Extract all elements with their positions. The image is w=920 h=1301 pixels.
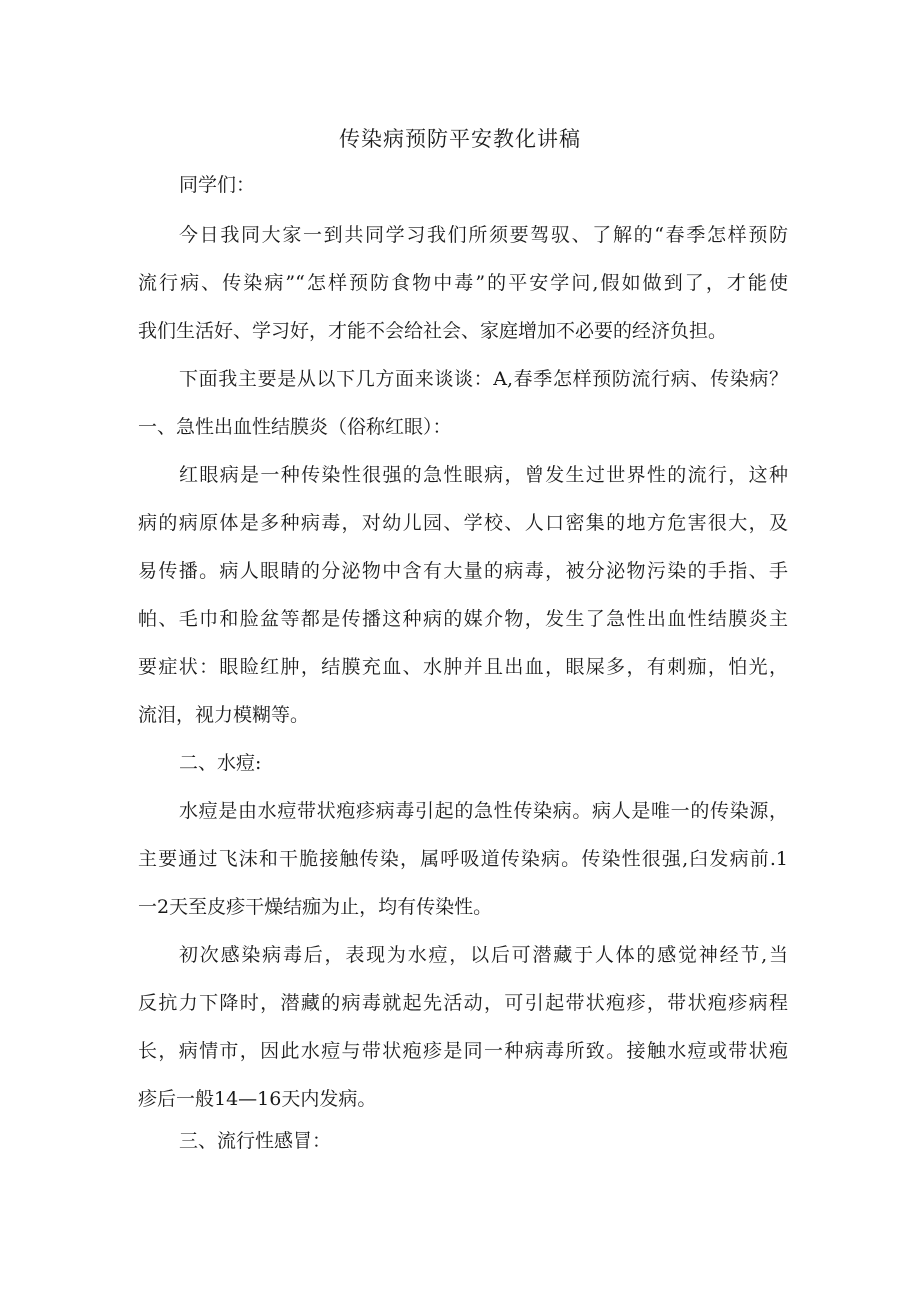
greeting: 同学们： <box>179 174 256 196</box>
paragraph-line: 一2天至皮疹干燥结痂为止，均有传染性。 <box>138 896 493 918</box>
paragraph-line: 帕、毛巾和脸盆等都是传播这种病的媒介物，发生了急性出血性结膜炎主 <box>138 608 788 630</box>
section-heading: 二、水痘: <box>179 752 262 774</box>
paragraph-line: 红眼病是一种传染性很强的急性眼病，曾发生过世界性的流行，这种 <box>179 464 788 486</box>
paragraph-line: 下面我主要是从以下几方面来谈谈：A,春季怎样预防流行病、传染病？ <box>179 368 788 390</box>
paragraph-line: 流泪，视力模糊等。 <box>138 704 310 726</box>
paragraph-line: 流行病、传染病”“怎样预防食物中毒”的平安学问,假如做到了，才能使 <box>138 272 788 294</box>
section-heading: 一、急性出血性结膜炎（俗称红眼）： <box>138 416 452 438</box>
paragraph-line: 今日我同大家一到共同学习我们所须要驾驭、了解的“春季怎样预防 <box>179 224 788 246</box>
paragraph-line: 病的病原体是多种病毒，对幼儿园、学校、人口密集的地方危害很大，及 <box>138 512 788 534</box>
paragraph-line: 我们生活好、学习好，才能不会给社会、家庭增加不必要的经济负担。 <box>138 320 728 342</box>
paragraph-line: 主要通过飞沫和干脆接触传染，属呼吸道传染病。传染性很强,臼发病前.1 <box>138 848 788 870</box>
paragraph-line: 水痘是由水痘带状疱疹病毒引起的急性传染病。病人是唯一的传染源， <box>179 800 788 822</box>
paragraph-line: 易传播。病人眼睛的分泌物中含有大量的病毒，被分泌物污染的手指、手 <box>138 560 788 582</box>
document-title: 传染病预防平安教化讲稿 <box>339 127 581 151</box>
paragraph-line: 反抗力下降时，潜藏的病毒就起先活动，可引起带状疱疹，带状疱疹病程 <box>138 992 788 1014</box>
paragraph-line: 疹后一般14—16天内发病。 <box>138 1088 377 1110</box>
paragraph-line: 初次感染病毒后，表现为水痘，以后可潜藏于人体的感觉神经节,当 <box>179 944 788 966</box>
paragraph-line: 长，病情市，因此水痘与带状疱疹是同一种病毒所致。接触水痘或带状疱 <box>138 1040 788 1062</box>
paragraph-line: 要症状：眼睑红肿，结膜充血、水肿并且出血，眼屎多，有刺痂，怕光， <box>138 656 788 678</box>
section-heading: 三、流行性感冒： <box>179 1130 332 1152</box>
